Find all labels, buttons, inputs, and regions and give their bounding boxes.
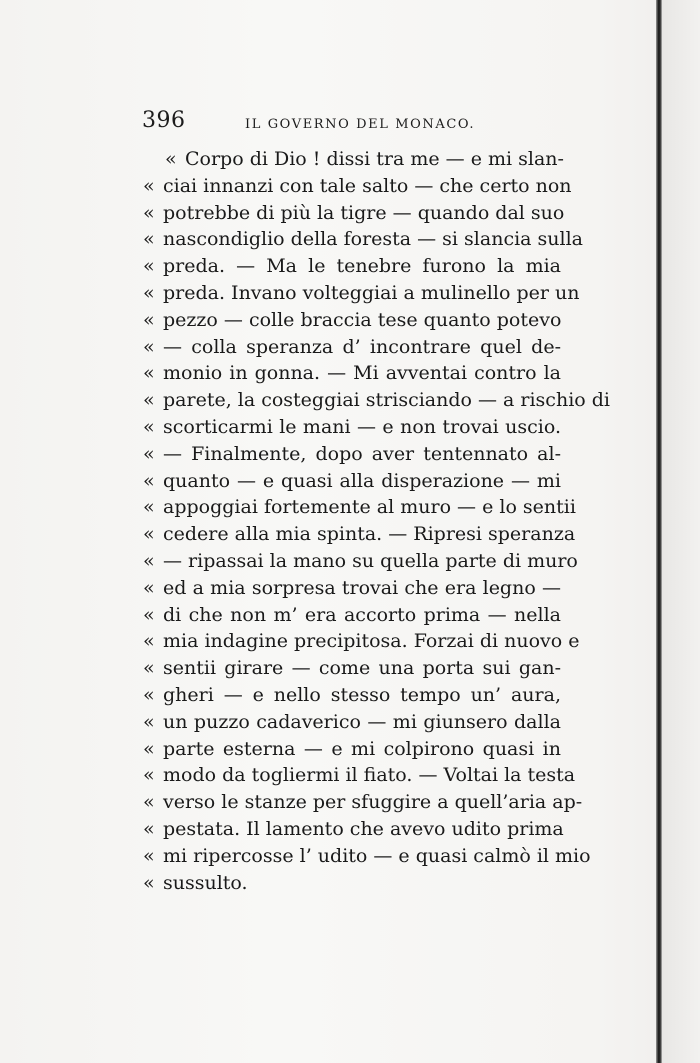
guillemet-mark: « [143,791,155,814]
guillemet-mark: « [143,737,155,760]
line-text: sussulto. [163,871,248,894]
text-line [143,711,561,738]
line-text: — colla speranza d’ incontrare quel de- [163,335,561,358]
text-line [143,201,565,229]
text-line [143,684,561,711]
line-text: — Finalmente, dopo aver tentennato al- [163,442,561,465]
line-text: modo da togliermi il fiato. — Voltai la testa [163,764,576,787]
text-line [143,148,564,175]
guillemet-mark: « [143,630,155,653]
guillemet-mark: « [143,174,155,197]
text-line [143,389,610,416]
line-text: pezzo — colle braccia tese quanto potevo [163,308,562,331]
guillemet-mark: « [143,389,155,412]
guillemet-mark: « [143,523,155,546]
body-text [143,148,610,898]
guillemet-mark: « [143,844,155,867]
adjacent-page-margin [662,0,700,1063]
line-text: scorticarmi le mani — e non trovai uscio. [163,415,561,438]
line-text: un puzzo cadaverico — mi giunsero dalla [163,710,561,733]
page-header [142,108,562,138]
guillemet-mark: « [143,576,155,599]
text-line [143,362,561,389]
text-line [143,817,564,845]
line-text: nascondiglio della foresta — si slancia sulla [163,228,583,251]
guillemet-mark: « [143,362,155,385]
line-text: preda. Invano volteggiai a mulinello per un [163,281,580,304]
text-line [143,443,561,470]
text-line [143,872,561,899]
guillemet-mark: « [143,442,155,465]
guillemet-mark: « [143,228,155,251]
guillemet-mark: « [143,657,155,680]
line-text: parte esterna — e mi colpirono quasi in [163,737,561,760]
guillemet-mark: « [165,148,177,170]
running-head: IL GOVERNO DEL MONACO. [245,117,476,132]
line-text: — ripassai la mano su quella parte di muro [163,549,578,572]
line-text: quanto — e quasi alla disperazione — mi [163,469,561,492]
text-line [143,738,561,765]
guillemet-mark: « [143,335,155,358]
text-line [143,523,576,550]
text-line [143,577,561,604]
guillemet-mark: « [143,549,155,572]
line-text: verso le stanze per sfuggire a quell’aria ap- [163,791,583,814]
page-number: 396 [142,108,186,133]
line-text: ciai innanzi con tale salto — che certo non [163,174,572,197]
line-text: ed a mia sorpresa trovai che era legno — [163,576,561,599]
guillemet-mark: « [143,710,155,733]
text-line [143,764,576,791]
text-line [143,496,576,523]
guillemet-mark: « [143,415,155,438]
guillemet-mark: « [143,281,155,304]
text-line [143,174,572,202]
guillemet-mark: « [143,308,155,331]
text-line [143,630,580,657]
guillemet-mark: « [143,255,155,278]
text-line [143,844,591,872]
guillemet-mark: « [143,201,155,224]
line-text: potrebbe di più la tigre — quando dal suo [163,201,565,224]
line-text: gheri — e nello stesso tempo un’ aura, [163,683,561,706]
text-line [143,470,561,497]
guillemet-mark: « [143,871,155,894]
guillemet-mark: « [143,469,155,492]
line-text: appoggiai fortemente al muro — e lo sentii [163,496,576,519]
guillemet-mark: « [143,496,155,519]
guillemet-mark: « [143,603,155,626]
text-line [143,281,580,309]
line-text: parete, la costeggiai strisciando — a rischio di [163,389,610,412]
line-text: di che non m’ era accorto prima — nella [163,603,561,626]
text-line [143,657,561,684]
text-line [143,228,583,255]
text-line [143,336,561,363]
text-line [143,604,561,631]
text-line [143,255,561,282]
line-text: mia indagine precipitosa. Forzai di nuovo e [163,630,580,653]
guillemet-mark: « [143,817,155,840]
text-line [143,416,561,443]
line-text: pestata. Il lamento che avevo udito prima [163,817,564,840]
guillemet-mark: « [143,683,155,706]
line-text: mi ripercosse l’ udito — e quasi calmò il mio [163,844,591,867]
line-text: preda. — Ma le tenebre furono la mia [163,255,561,278]
text-line [143,549,578,577]
line-text: cedere alla mia spinta. — Ripresi speranza [163,523,576,546]
line-text: monio in gonna. — Mi avventai contro la [163,362,561,385]
text-line [143,309,561,336]
line-text: sentii girare — come una porta sui gan- [163,657,561,680]
guillemet-mark: « [143,764,155,787]
line-text: Corpo di Dio ! dissi tra me — e mi slan- [185,148,564,170]
text-line [143,791,583,818]
